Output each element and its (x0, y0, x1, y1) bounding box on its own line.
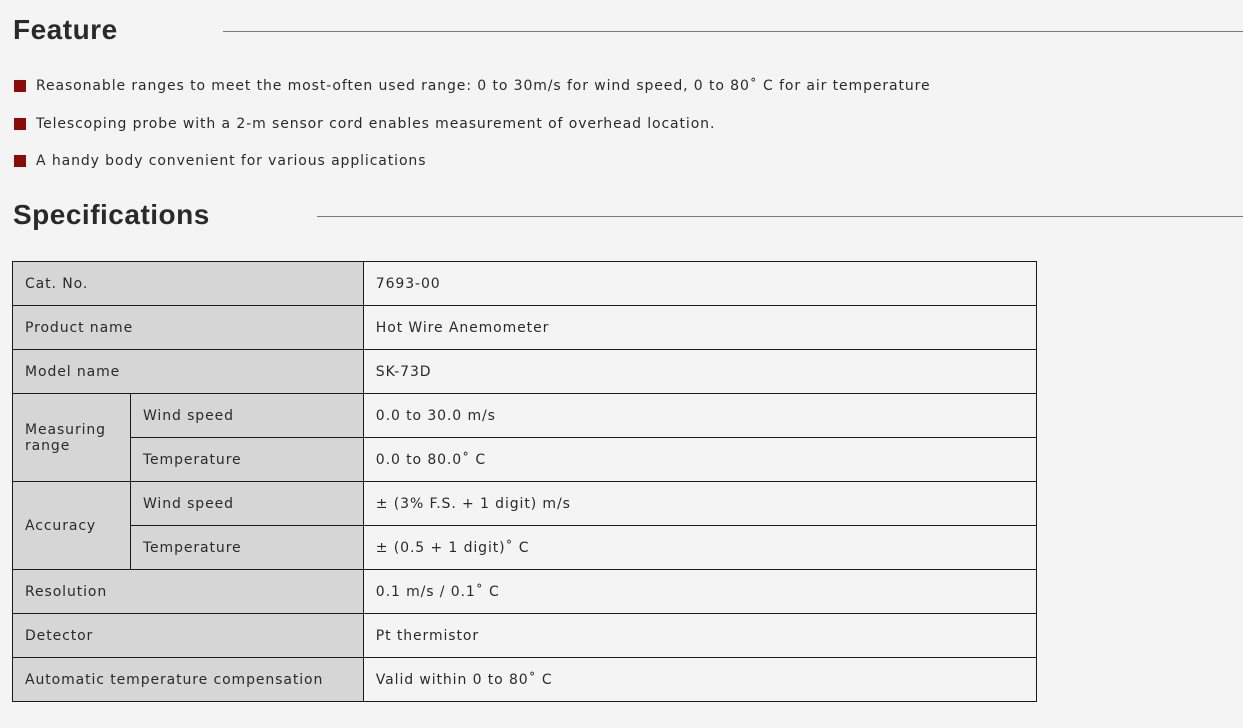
spec-label-resolution: Resolution (13, 570, 364, 614)
feature-item-text: Reasonable ranges to meet the most-often used range: 0 to 30m/s for wind speed, 0 to 80˚ C for air temperature (36, 78, 931, 94)
square-bullet-icon (14, 80, 26, 92)
spec-value-product-name: Hot Wire Anemometer (363, 306, 1036, 350)
spec-label-model-name: Model name (13, 350, 364, 394)
feature-item (14, 114, 931, 134)
specifications-heading: Specifications (13, 199, 210, 230)
spec-value-range-temperature: 0.0 to 80.0˚ C (363, 438, 1036, 482)
feature-heading-rule (223, 31, 1243, 32)
spec-label-cat-no: Cat. No. (13, 262, 364, 306)
spec-sublabel-range-wind-speed: Wind speed (130, 394, 363, 438)
table-row (13, 526, 1037, 570)
specifications-section-header (13, 199, 1243, 231)
spec-label-detector: Detector (13, 614, 364, 658)
table-row (13, 658, 1037, 702)
spec-value-detector: Pt thermistor (363, 614, 1036, 658)
spec-value-resolution: 0.1 m/s / 0.1˚ C (363, 570, 1036, 614)
spec-label-accuracy: Accuracy (13, 482, 131, 570)
spec-label-measuring-range: Measuring range (13, 394, 131, 482)
spec-sublabel-accuracy-temperature: Temperature (130, 526, 363, 570)
table-row (13, 350, 1037, 394)
table-row (13, 262, 1037, 306)
feature-list (14, 76, 931, 189)
spec-value-range-wind-speed: 0.0 to 30.0 m/s (363, 394, 1036, 438)
feature-item (14, 151, 931, 171)
spec-label-auto-temp-comp: Automatic temperature compensation (13, 658, 364, 702)
spec-value-auto-temp-comp: Valid within 0 to 80˚ C (363, 658, 1036, 702)
table-row (13, 438, 1037, 482)
feature-item (14, 76, 931, 96)
spec-sublabel-accuracy-wind-speed: Wind speed (130, 482, 363, 526)
spec-value-cat-no: 7693-00 (363, 262, 1036, 306)
spec-sublabel-range-temperature: Temperature (130, 438, 363, 482)
spec-value-accuracy-wind-speed: ± (3% F.S. + 1 digit) m/s (363, 482, 1036, 526)
table-row (13, 570, 1037, 614)
square-bullet-icon (14, 155, 26, 167)
specifications-table (12, 261, 1037, 702)
feature-heading: Feature (13, 14, 118, 45)
spec-label-product-name: Product name (13, 306, 364, 350)
table-row (13, 306, 1037, 350)
feature-item-text: A handy body convenient for various applications (36, 153, 427, 169)
feature-item-text: Telescoping probe with a 2-m sensor cord enables measurement of overhead location. (36, 115, 716, 132)
specifications-heading-rule (317, 216, 1243, 217)
feature-section-header (13, 14, 1243, 46)
spec-value-accuracy-temperature: ± (0.5 + 1 digit)˚ C (363, 526, 1036, 570)
table-row (13, 614, 1037, 658)
square-bullet-icon (14, 118, 26, 130)
table-row (13, 482, 1037, 526)
table-row (13, 394, 1037, 438)
spec-value-model-name: SK-73D (363, 350, 1036, 394)
